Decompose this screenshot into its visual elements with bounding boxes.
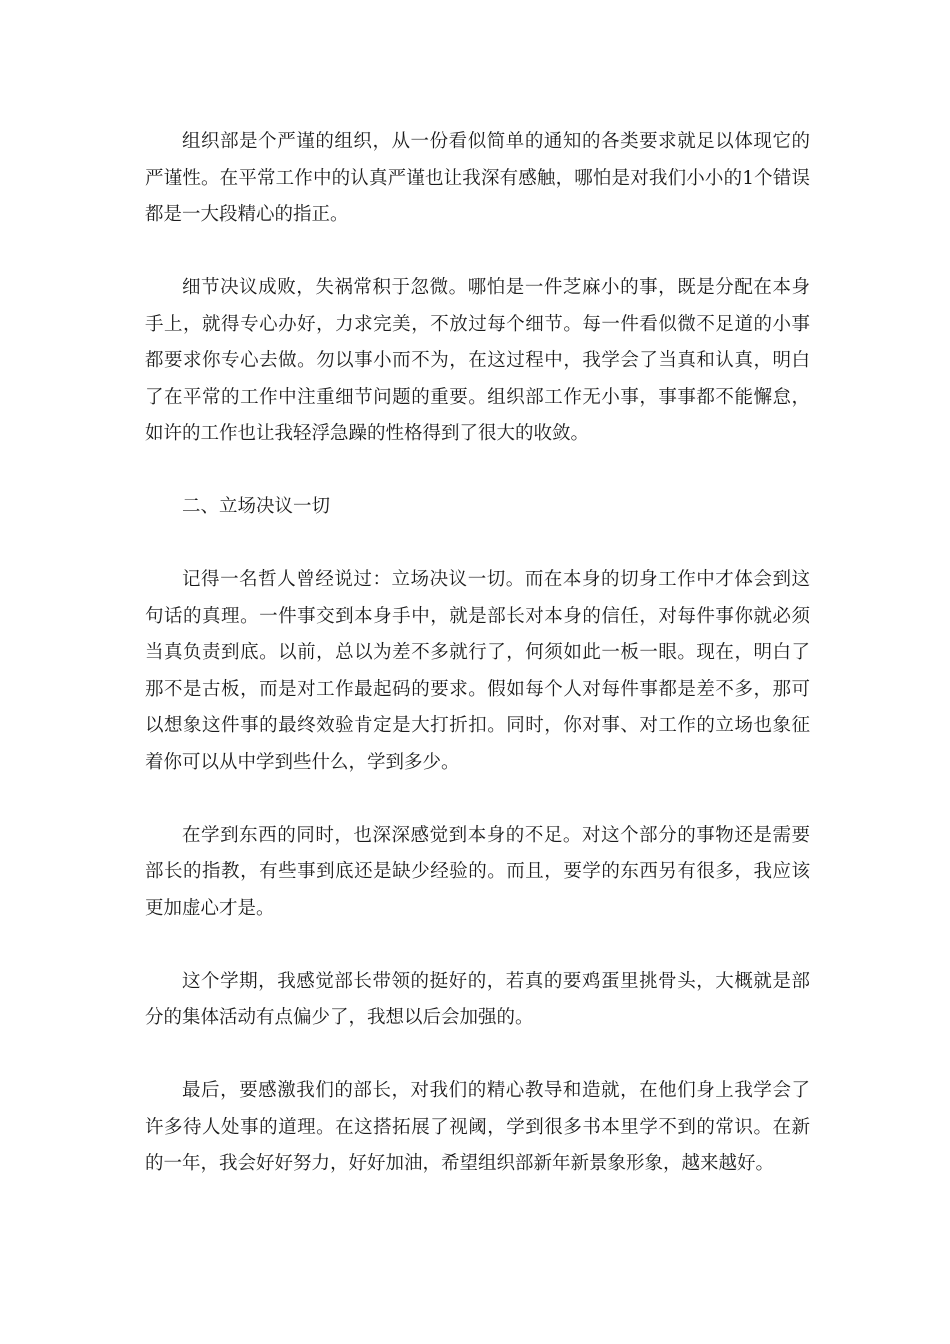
paragraph-details: 细节决议成败，失祸常积于忽微。哪怕是一件芝麻小的事，既是分配在本身手上，就得专心办好，力求完美，不放过每个细节。每一件看似微不足道的小事都要求你专心去做。勿以事小而不为，在这过程中，我学会了当真和认真，明白了在平常的工作中注重细节问题的重要。组织部工作无小事，事事都不能懈怠，如许的工作也让我轻浮急躁的性格得到了很大的收敛。 [145, 277, 810, 444]
paragraph-semester: 这个学期，我感觉部长带领的挺好的，若真的要鸡蛋里挑骨头，大概就是部分的集体活动有点偏少了，我想以后会加强的。 [145, 970, 810, 1028]
paragraph-attitude: 记得一名哲人曾经说过：立场决议一切。而在本身的切身工作中才体会到这句话的真理。一件事交到本身手中，就是部长对本身的信任，对每件事你就必须当真负责到底。以前，总以为差不多就行了，何须如此一板一眼。现在，明白了那不是古板，而是对工作最起码的要求。假如每个人对每件事都是差不多，那可以想象这件事的最终效验肯定是大打折扣。同时，你对事、对工作的立场也象征着你可以从中学到些什么，学到多少。 [145, 569, 810, 773]
paragraph-rigor: 组织部是个严谨的组织，从一份看似简单的通知的各类要求就足以体现它的严谨性。在平常工作中的认真严谨也让我深有感触，哪怕是对我们小小的1个错误都是一大段精心的指正。 [145, 131, 810, 225]
section-heading-attitude: 二、立场决议一切 [182, 496, 331, 517]
document-body [145, 124, 810, 1219]
paragraph-thanks: 最后，要感激我们的部长，对我们的精心教导和造就，在他们身上我学会了许多待人处事的道理。在这搭拓展了视阈，学到很多书本里学不到的常识。在新的一年，我会好好努力，好好加油，希望组织部新年新景象形象，越来越好。 [145, 1080, 810, 1174]
paragraph-shortcomings: 在学到东西的同时，也深深感觉到本身的不足。对这个部分的事物还是需要部长的指教，有些事到底还是缺少经验的。而且，要学的东西另有很多，我应该更加虚心才是。 [145, 824, 810, 919]
